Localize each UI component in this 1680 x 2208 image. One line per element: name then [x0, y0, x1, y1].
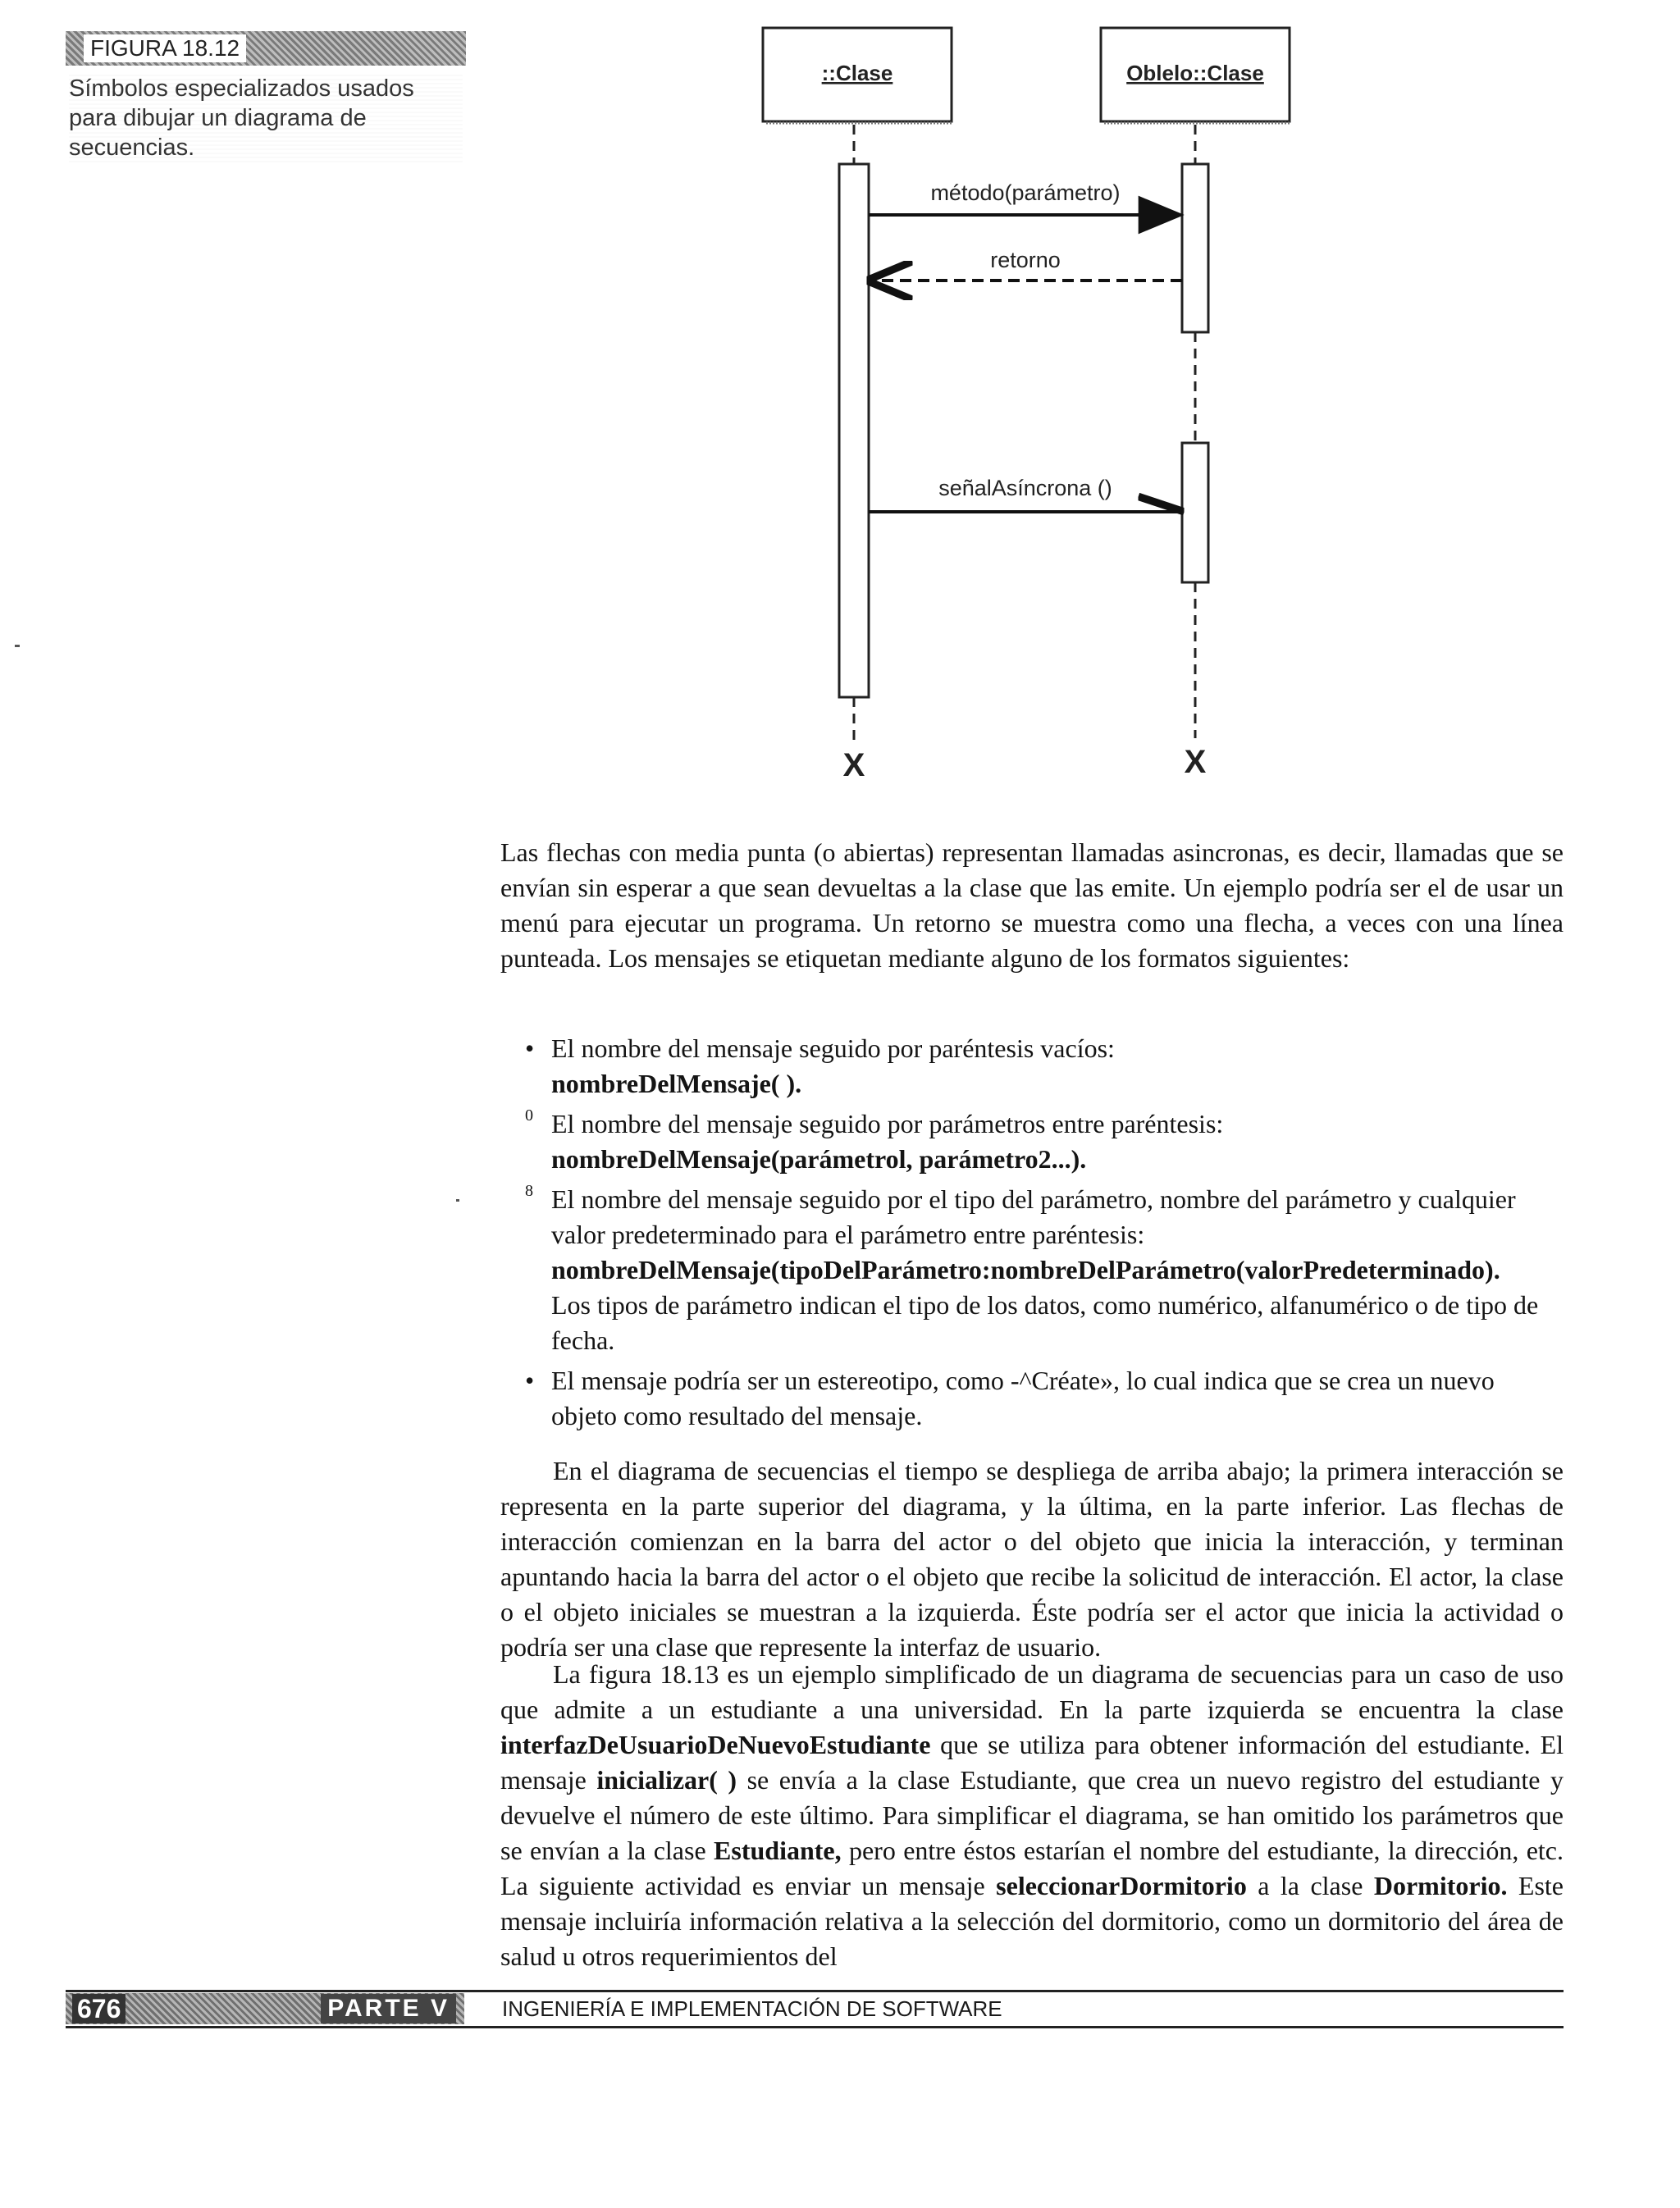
list-item-text: El nombre del mensaje seguido por paréntesis vacíos:: [551, 1033, 1115, 1063]
message-format-list: [525, 1031, 1559, 1439]
object-objeto-clase: [1101, 28, 1291, 123]
destroy-mark-right: X: [1184, 744, 1207, 780]
list-item: [525, 1182, 1559, 1358]
message-senal-asincrona: [869, 476, 1180, 512]
figure-caption: Símbolos especializados usados para dibujar un diagrama de secuencias.: [69, 74, 463, 162]
paragraph-3: [500, 1657, 1564, 1974]
list-item: [525, 1106, 1559, 1177]
scan-speck: [456, 1199, 459, 1202]
footer-rule-bottom: [66, 2026, 1564, 2028]
list-item-code: nombreDelMensaje(parámetrol, parámetro2...).: [551, 1144, 1087, 1174]
list-item-text: El nombre del mensaje seguido por parámetros entre paréntesis:: [551, 1109, 1224, 1138]
list-item: [525, 1363, 1559, 1434]
message-retorno-label: retorno: [990, 248, 1061, 272]
message-metodo-label: método(parámetro): [930, 180, 1121, 205]
message-metodo: [869, 180, 1180, 215]
class-name-dormitorio: Dormitorio.: [1373, 1871, 1508, 1900]
object-clase-name: ::Clase: [821, 61, 893, 85]
paragraph-2: [500, 1453, 1564, 1665]
message-retorno: [870, 248, 1182, 281]
footer-rule-top: [66, 1990, 1564, 1992]
message-inicializar: inicializar( ): [596, 1765, 737, 1795]
class-name-estudiante: Estudiante,: [714, 1836, 842, 1865]
paragraph-1-text: Las flechas con media punta (o abiertas) representan llamadas asincronas, es decir, llamadas que se envían sin esperar a que sean devueltas a la clase que las emite. Un ejemplo podría ser el de usar un menú para ejecutar un programa. Un retorno se muestra como una flecha, a veces con una línea punteada. Los mensajes se etiquetan mediante alguno de los formatos siguientes:: [500, 837, 1564, 973]
sequence-diagram: [738, 16, 1312, 787]
list-bullet: 8: [525, 1182, 533, 1200]
list-item-code: nombreDelMensaje( ).: [551, 1069, 802, 1098]
paragraph-3-text: La figura 18.13 es un ejemplo simplificado de un diagrama de secuencias para un caso de uso que admite a un estudiante a una universidad. En la parte izquierda se encuentra la clase interfazDeUsuarioDeNuevoEstudiante que se utiliza para obtener información del estudiante. El mensaje inicializar( ) se envía a la clase Estudiante, que crea un nuevo registro del estudiante y devuelve el número de este último. Para simplificar el diagrama, se han omitido los parámetros que se envían a la clase Estudiante, pero entre éstos estarían el nombre del estudiante, la dirección, etc. La siguiente actividad es enviar un mensaje seleccionarDormitorio a la clase Dormitorio. Este mensaje incluiría información relativa a la selección del dormitorio, como un dormitorio del área de salud u otros requerimientos del: [500, 1659, 1564, 1971]
footer-title: INGENIERÍA E IMPLEMENTACIÓN DE SOFTWARE: [502, 1996, 1002, 2021]
list-item: [525, 1031, 1559, 1102]
list-bullet: •: [525, 1366, 535, 1395]
list-bullet: 0: [525, 1106, 533, 1125]
activation-bar-right-2: [1182, 443, 1208, 582]
list-item-text: El mensaje podría ser un estereotipo, como -^Créate», lo cual indica que se crea un nuevo objeto como resultado del mensaje.: [551, 1366, 1495, 1430]
scan-speck: [15, 645, 20, 647]
activation-bar-left: [839, 164, 869, 697]
list-item-note: Los tipos de parámetro indican el tipo de los datos, como numérico, alfanumérico o de tipo de fecha.: [551, 1290, 1539, 1355]
message-senal-asincrona-label: señalAsíncrona (): [938, 476, 1112, 500]
activation-bar-right-1: [1182, 164, 1208, 332]
paragraph-2-text: En el diagrama de secuencias el tiempo se despliega de arriba abajo; la primera interacción se representa en la parte superior del diagrama, y la última, en la parte inferior. Las flechas de interacción comienzan en la barra del actor o del objeto que inicia la interacción, y terminan apuntando hacia la barra del actor o el objeto que recibe la solicitud de interacción. El actor, la clase o el objeto iniciales se muestran a la izquierda. Éste podría ser el actor que inicia la actividad o podría ser una clase que represente la interfaz de usuario.: [500, 1456, 1564, 1662]
object-objeto-clase-name: Oblelo::Clase: [1126, 61, 1264, 85]
figure-label: FIGURA 18.12: [84, 34, 246, 62]
object-clase: [763, 28, 953, 123]
class-name-interfaz: interfazDeUsuarioDeNuevoEstudiante: [500, 1730, 931, 1759]
destroy-mark-left: X: [842, 747, 865, 783]
list-item-code: nombreDelMensaje(tipoDelParámetro:nombreDelParámetro(valorPredeterminado).: [551, 1255, 1500, 1284]
list-item-text: El nombre del mensaje seguido por el tipo del parámetro, nombre del parámetro y cualquier valor predeterminado para el parámetro entre paréntesis:: [551, 1184, 1516, 1249]
list-bullet: •: [525, 1033, 535, 1063]
figure-label-band: [66, 31, 466, 66]
page-number: 676: [72, 1994, 126, 2023]
paragraph-1: [500, 835, 1564, 976]
message-seleccionar-dormitorio: seleccionarDormitorio: [996, 1871, 1247, 1900]
part-label: PARTE V: [321, 1994, 456, 2023]
footer-band: [66, 1993, 464, 2024]
